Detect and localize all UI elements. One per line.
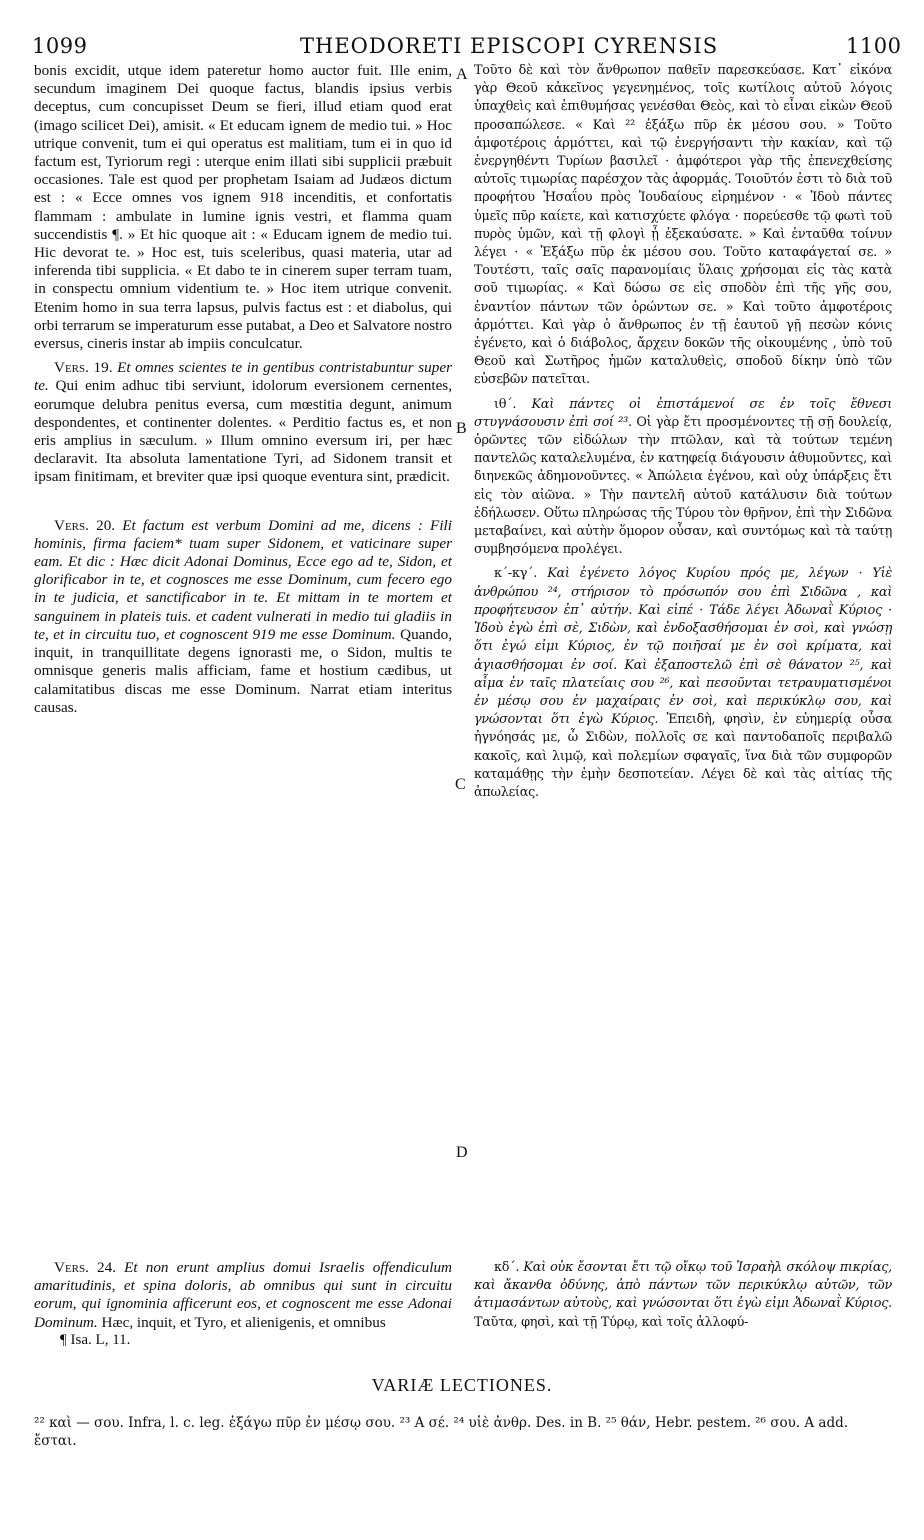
verse-label: κ΄-κγ΄. <box>494 566 538 582</box>
verse-label: Vers. 19. <box>54 359 113 377</box>
verse-quote: Καὶ πάντες οἱ ἐπιστάμενοί σε ἐν τοῖς ἔθνεσι στυγνάσουσιν ἐπὶ σοί ²³. <box>474 396 892 430</box>
margin-letter-c: C <box>455 776 466 793</box>
greek-verse-20 <box>474 565 892 802</box>
verse-commentary: Ταῦτα, φησὶ, καὶ τῇ Τύρῳ, καὶ τοῖς ἀλλοφύ- <box>474 1314 749 1330</box>
verse-quote: Et omnes scientes te in gentibus contristabuntur super te. <box>34 359 452 395</box>
greek-column-end <box>474 1259 892 1332</box>
verse-commentary: Ἐπειδὴ, φησὶν, ἐν εὐημερίᾳ οὖσα ἠγνόησάς με, ὦ Σιδὼν, πολλοῖς σε καὶ παντοδαποῖς περιβαλῶ κακοῖς, καὶ λιμῷ, καὶ πολεμίων σφαγαῖς, ἵνα διὰ τῶν συμφορῶν καταμάθῃς τὴν ἐμὴν δεσποτείαν. Λέγει δὲ καὶ τὰς αἰτίας τῆς ἀπωλείας. <box>474 712 892 800</box>
margin-letter-a: A <box>456 66 468 83</box>
verse-commentary: Οἱ γὰρ ἔτι προσμένοντες τῇ σῇ δουλείᾳ, ὁρῶντες τῶν εἰδώλων τὴν πτῶλαν, καὶ τὰ τούτων τεμένη παντελῶς καταλελυμένα, ἐν κατηφείᾳ διάγουσιν ἀθυμοῦντες, καὶ διηνεκῶς ἀδημονοῦντες. « Ἀπώλεια ἐγένου, καὶ οὐχ ὑπάρξεις ἔτι εἰς τὸν αἰῶνα. » Τὴν παντελῆ αὐτοῦ κατάλυσιν διὰ τούτων ἐδήλωσεν. Οὕτω πληρώσας τῆς Τύρου τὸν θρῆνον, ἐπὶ τὴν Σιδῶνα μεταβαίνει, καὶ αὐτὴν ὅμορον οὖσαν, καὶ συντόμως καὶ τὰ ταύτῃ συμβησόμενα προλέγει. <box>474 414 892 558</box>
latin-verse-19 <box>34 359 452 486</box>
footnote: ¶ Isa. L, 11. <box>60 1332 131 1348</box>
latin-verse-20 <box>34 517 452 717</box>
page-number-left: 1099 <box>32 34 88 58</box>
verse-commentary: Hæc, inquit, et Tyro, et alienigenis, et omnibus <box>101 1313 386 1331</box>
greek-verse-19 <box>474 396 892 560</box>
verse-quote: Et factum est verbum Domini ad me, dicens : Fili hominis, firma faciem* tuam super Sidonem, et vaticinare super eam. Et dic : Hæc dicit Adonai Dominus, Ecce ego ad te, Sidon, et glorificabor in te, et cognosces me esse Dominum, cum fecero ego in te judicia, et sanctificabor in te. Et mittam in te mortem et sanguinem in plateis tuis. et cadent vulnerati in medio tui gladiis in te, et in circuitu tuo, et cognoscent 919 me esse Dominum. <box>34 516 452 643</box>
verse-label: Vers. 20. <box>54 516 116 534</box>
running-title: THEODORETI EPISCOPI CYRENSIS <box>300 34 719 58</box>
verse-commentary: Quando, inquit, in tranquillitate degens ignorasti me, o Sidon, multis te omnisque generis malis afficiam, fame et hostium cædibus, ut calamitatibus discas me esse Dominum. Narrat etiam interitus causas. <box>34 625 453 716</box>
verse-label: ιθ΄. <box>494 396 517 412</box>
verse-label: Vers. 24. <box>54 1259 117 1276</box>
greek-column <box>474 62 892 802</box>
latin-paragraph: bonis excidit, utque idem pateretur homo auctor fuit. Ille enim, secundum imaginem Dei quoque factus, blandis ipsius verbis deceptus, cum concupisset Deum se fieri, illud etiam quod erat (imago scilicet Dei), amisit. « Et educam ignem de medio tui. » Hoc utrique convenit, tum ei qui operatus est malitiam, tum ei in quo id factum est, Tyriorum regi : uterque enim illati sibi supplicii præbuit occasiones. Tale est quod per prophetam Isaiam ad Judæos dictum est : « Ecce omnes vos ignem 918 incenditis, et confortatis flammam : ambulate in lumine ignis vestri, et flamma quam succendistis ¶. » Et hic quoque ait : « Educam ignem de medio tui. Hic devorat te. » Hoc est, tuis sceleribus, quasi materia, utar ad inferenda tibi supplicia. « Et dabo te in cinerem super terram tuam, in conspectu omnium videntium te. » Hoc item utrique convenit. Etenim homo in sua terra lapsus, pulvis factus est : et diabolus, qui orbi terrarum se imperaturum esse putabat, a Deo et Salvatore nostro eversus, cineris instar ab impiis conculcatur. <box>34 62 452 353</box>
latin-verse-24 <box>34 1259 452 1332</box>
verse-quote: Καὶ οὐκ ἔσονται ἔτι τῷ οἴκῳ τοῦ Ἰσραὴλ σκόλοψ πικρίας, καὶ ἄκανθα ὀδύνης, ἀπὸ πάντων τῶν περικύκλῳ αὐτῶν, τῶν ἀτιμασάντων αὐτοὺς, καὶ γνώσονται ὅτι ἐγὼ εἰμι Ἀδωναῒ Κύριος. <box>474 1260 892 1312</box>
latin-column <box>34 62 452 717</box>
margin-letter-b: B <box>456 420 467 437</box>
variae-lectiones-text: ²² καὶ — σου. Infra, l. c. leg. ἐξάγω πῦρ ἐν μέσῳ σου. ²³ A σέ. ²⁴ υἱὲ ἀνθρ. Des. in B. ²⁵ θάν, Hebr. pestem. ²⁶ σου. A add. ἔσται. <box>34 1415 849 1449</box>
verse-quote: Καὶ ἐγένετο λόγος Κυρίου πρός με, λέγων · Υἱὲ ἀνθρώπου ²⁴, στήρισον τὸ πρόσωπόν σου ἐπὶ Σιδῶνα , καὶ προφήτευσον ἐπ᾽ αὐτήν. Καὶ εἰπέ · Τάδε λέγει Ἀδωναῒ Κύριος · Ἰδοὺ ἐγὼ ἐπὶ σὲ, Σιδὼν, καὶ ἐνδοξασθήσομαι ἐν σοὶ, καὶ γνώσῃ ὅτι ἐγώ εἰμι Κύριος, ἐν τῷ ποιῆσαί με ἐν σοὶ κρίματα, καὶ ἁγιασθήσομαι ἐν σοί. Καὶ ἐξαποστελῶ ἐπὶ σὲ θάνατον ²⁵, καὶ αἷμα ἐν ταῖς πλατείαις σου ²⁶, καὶ πεσοῦνται τετραυματισμένοι ἐν μέσῳ σου ἐν μαχαίραις ἐν σοὶ, καὶ περικύκλῳ σου, καὶ γνώσονται ὅτι ἐγὼ Κύριος. <box>474 566 892 728</box>
variae-lectiones-title: VARIÆ LECTIONES. <box>371 1375 553 1395</box>
page-number-right: 1100 <box>846 34 902 58</box>
greek-verse-24 <box>474 1259 892 1332</box>
margin-letter-d: D <box>456 1144 468 1161</box>
verse-quote: Et non erunt amplius domui Israelis offendiculum amaritudinis, et spina doloris, ab omnibus qui sunt in circuitu eorum, qui ignominia afficerunt eos, et cognoscent me esse Adonai Dominum. <box>34 1259 453 1331</box>
verse-commentary: Qui enim adhuc tibi serviunt, idolorum eversionem cernentes, eorumque delubra penitus eversa, cum mœstitia degunt, animum despondentes, et continenter dolentes. « Perditio factus es, et non eris amplius in sæculum. » Illum omnino eversum iri, per hæc declaravit. Ita absoluta lamentatione Tyri, ad Sidonem transit et ipsam finitimam, et breviter quæ ipsi quoque eventura sint, prædicit. <box>34 377 453 486</box>
verse-label: κδ΄. <box>494 1260 520 1275</box>
greek-paragraph: Τοῦτο δὲ καὶ τὸν ἄνθρωπον παθεῖν παρεσκεύασε. Κατ᾽ εἰκόνα γὰρ Θεοῦ κἀκεῖνος γεγενημένος, τοῖς κωτίλοις αὐτοῦ λόγοις ὑπαχθεὶς καὶ ἐπιθυμήσας γενέσθαι Θεὸς, καὶ τὸ εἶναι εἰκὼν Θεοῦ προσαπώλεσε. « Καὶ ²² ἐξάξω πῦρ ἐκ μέσου σου. » Τοῦτο ἀμφοτέροις ἁρμόττει, καὶ τῷ ἐνεργήσαντι τὴν κακίαν, καὶ τῷ ἐνεργηθέντι Τυρίων βασιλεῖ · ἀμφότεροι γὰρ τῆς ἐπενεχθείσης αὐτοῖς τιμωρίας παρέσχον τὰς ἀφορμάς. Τοιοῦτόν ἐστι τὸ διὰ τοῦ προφήτου Ἡσαΐου πρὸς Ἰουδαίους εἰρημένον · « Ἰδοὺ πάντες ὑμεῖς πῦρ καίετε, καὶ κατισχύετε φλόγα · πορεύεσθε τῷ φωτὶ τοῦ πυρὸς ὑμῶν, καὶ τῇ φλογὶ ᾗ ἐξεκαύσατε. » Καὶ ἐνταῦθα τοίνυν λέγει · « Ἐξάξω πῦρ ἐκ μέσου σου. Τοῦτο καταφάγεταί σε. » Τουτέστι, ταῖς σαῖς παρανομίαις ὕλαις χρήσομαι εἰς τὰς κατὰ σοῦ τιμωρίας. « Καὶ δώσω σε εἰς σποδὸν ἐπὶ τῆς γῆς σου, ἐναντίον πάντων τῶν ὁρώντων σε. » Καὶ τοῦτο ἀμφοτέροις ἁρμόττει. Καὶ γὰρ ὁ ἄνθρωπος ἐν τῇ ἑαυτοῦ γῇ πεσὼν κόνις ἐγένετο, καὶ ὁ διάβολος, ἄρχειν δοκῶν τῆς οἰκουμένης , ὑπὸ τοῦ Θεοῦ καὶ Σωτῆρος ἡμῶν καταλυθεὶς, σποδοῦ δίκην ὑπὸ τῶν εὐσεβῶν πατεῖται. <box>474 63 892 388</box>
latin-column-end <box>34 1259 452 1332</box>
